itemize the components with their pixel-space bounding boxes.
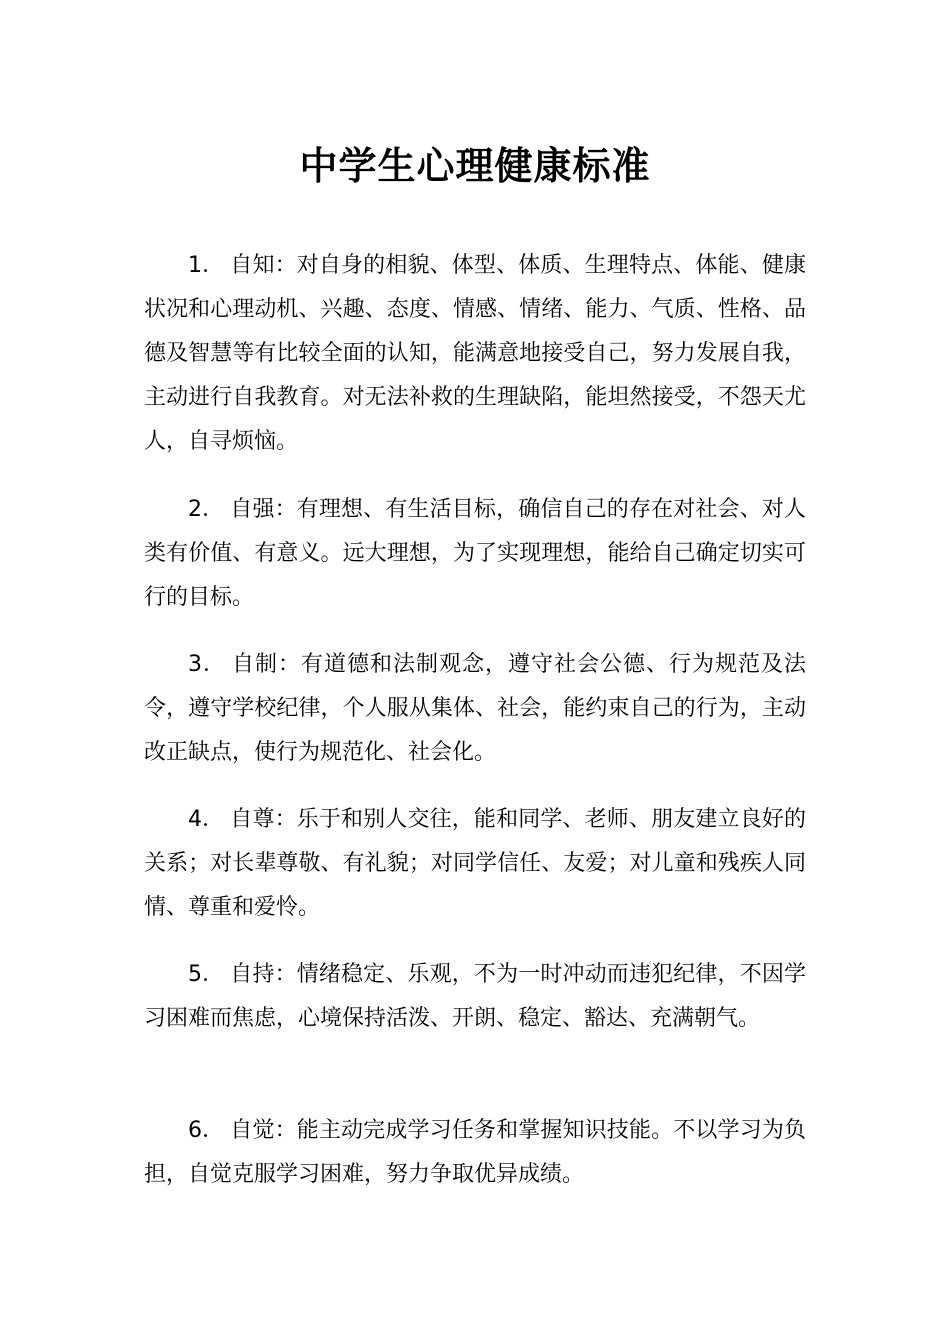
paragraph-text: 自制：有道德和法制观念，遵守社会公德、行为规范及法令，遵守学校纪律，个人服从集体、社会，能约束自己的行为，主动改正缺点，使行为规范化、社会化。 <box>144 652 806 765</box>
paragraph-3 <box>144 643 806 775</box>
paragraph-number: 3． <box>188 652 226 677</box>
paragraph-2 <box>144 488 806 620</box>
paragraph-text: 自强：有理想、有生活目标，确信自己的存在对社会、对人类有价值、有意义。远大理想，为了实现理想，能给自己确定切实可行的目标。 <box>144 497 806 610</box>
document-title: 中学生心理健康标准 <box>299 144 651 188</box>
paragraph-1 <box>144 244 806 464</box>
paragraph-5 <box>144 953 806 1041</box>
paragraph-4 <box>144 798 806 930</box>
paragraph-text: 自觉：能主动完成学习任务和掌握知识技能。不以学习为负担，自觉克服学习困难，努力争取优异成绩。 <box>144 1118 806 1187</box>
paragraph-number: 6． <box>188 1118 225 1143</box>
paragraph-text: 自知：对自身的相貌、体型、体质、生理特点、体能、健康状况和心理动机、兴趣、态度、情感、情绪、能力、气质、性格、品德及智慧等有比较全面的认知，能满意地接受自己，努力发展自我，主动进行自我教育。对无法补救的生理缺陷，能坦然接受，不怨天尤人，自寻烦恼。 <box>144 253 806 454</box>
paragraph-text: 自尊：乐于和别人交往，能和同学、老师、朋友建立良好的关系；对长辈尊敬、有礼貌；对同学信任、友爱；对儿童和残疾人同情、尊重和爱怜。 <box>144 807 806 920</box>
paragraph-6 <box>144 1109 806 1197</box>
paragraph-number: 5． <box>188 962 225 987</box>
paragraph-text: 自持：情绪稳定、乐观，不为一时冲动而违犯纪律，不因学习困难而焦虑，心境保持活泼、开朗、稳定、豁达、充满朝气。 <box>144 962 806 1031</box>
paragraph-number: 2． <box>188 497 225 522</box>
paragraph-number: 1． <box>188 253 225 278</box>
paragraph-number: 4． <box>188 807 225 832</box>
